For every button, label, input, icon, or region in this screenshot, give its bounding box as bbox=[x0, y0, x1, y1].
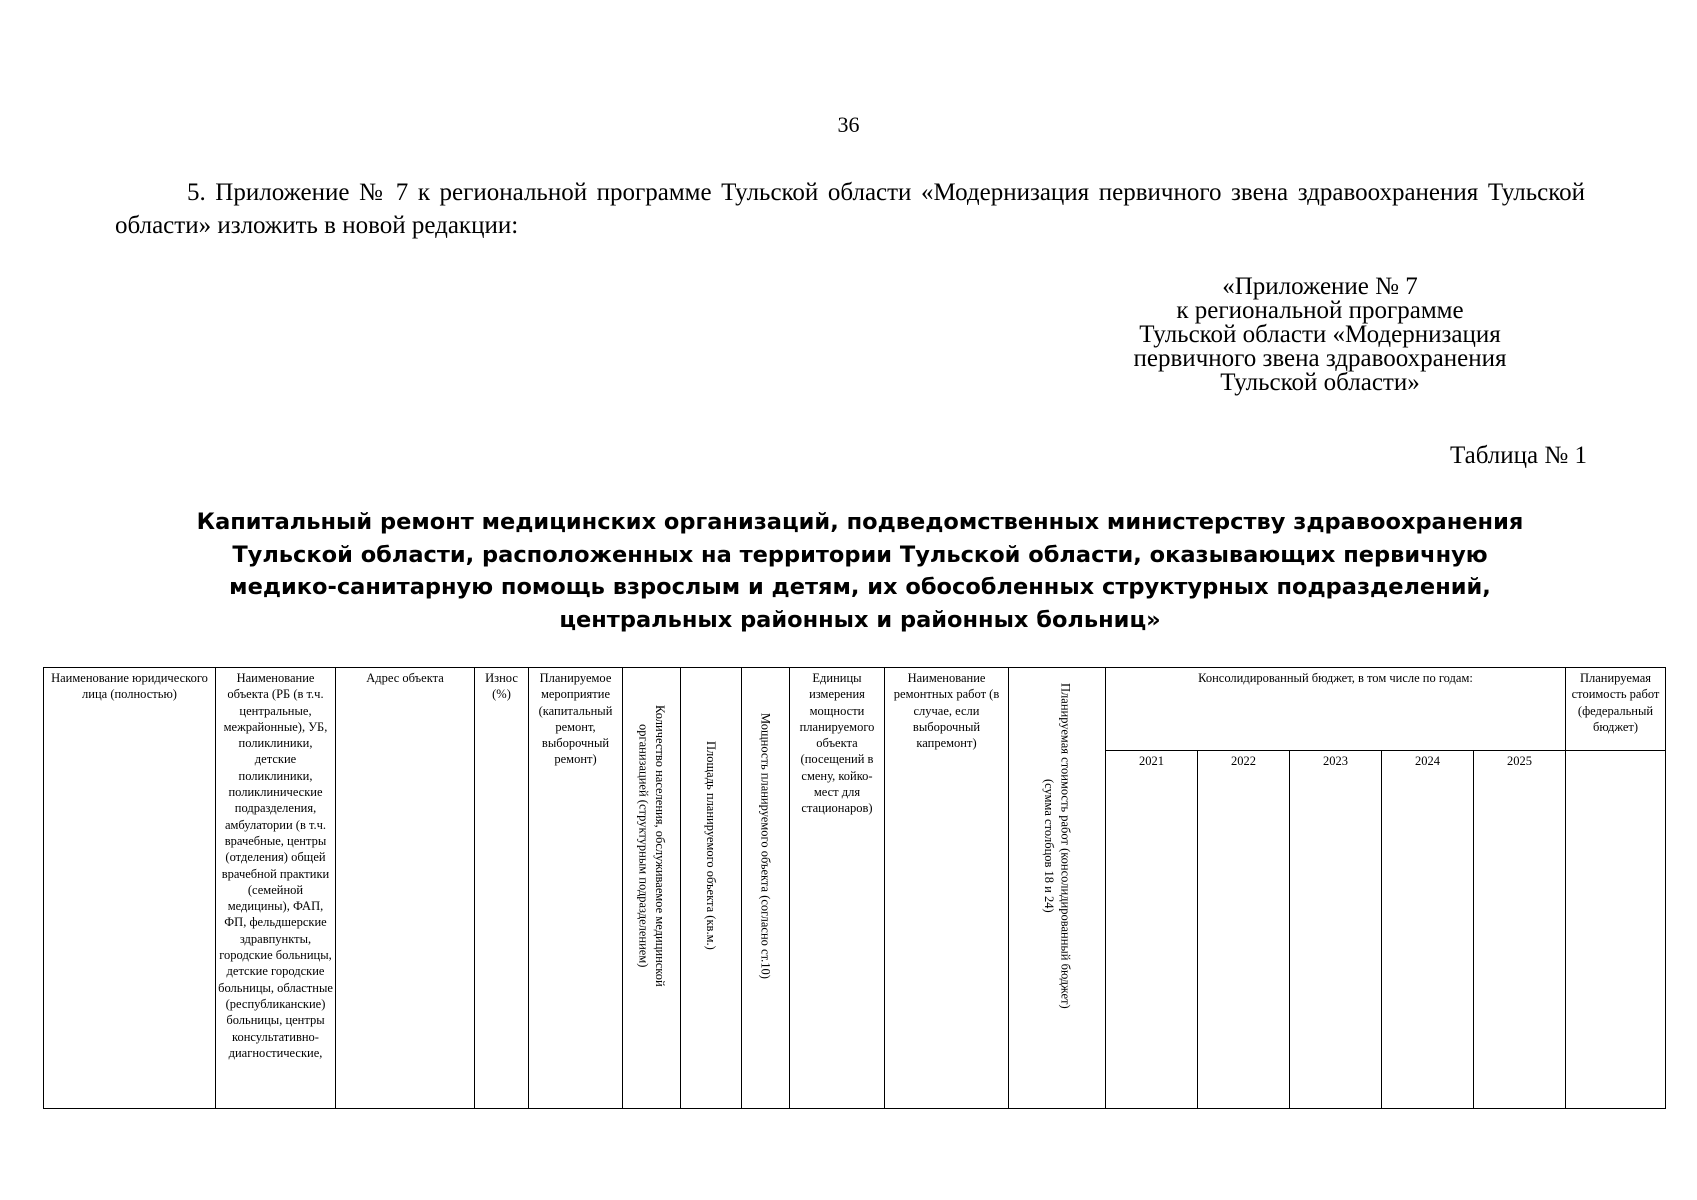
header-capacity-text: Мощность планируемого объекта (согласно ст.10) bbox=[758, 712, 773, 979]
appendix-line: к региональной программе bbox=[1176, 297, 1464, 324]
appendix-header bbox=[1080, 275, 1560, 395]
intro-paragraph: 5. Приложение № 7 к региональной программе Тульской области «Модернизация первичного звена здравоохранения Тульской области» изложить в новой редакции: bbox=[115, 179, 1585, 239]
year-2023: 2023 bbox=[1290, 751, 1382, 1109]
header-wear: Износ (%) bbox=[475, 668, 529, 1109]
header-consolidated-budget: Консолидированный бюджет, в том числе по годам: bbox=[1106, 668, 1566, 751]
header-area-text: Площадь планируемого объекта (кв.м.) bbox=[704, 741, 719, 950]
federal-year-cell bbox=[1566, 751, 1666, 1109]
header-population-text: Количество населения, обслуживаемое медицинской организацией (структурным подразделением) bbox=[636, 704, 667, 987]
header-area bbox=[681, 668, 742, 1109]
header-legal-name: Наименование юридического лица (полностью) bbox=[44, 668, 216, 1109]
capital-repair-table bbox=[43, 667, 1666, 1109]
page-number: 36 bbox=[837, 112, 860, 137]
header-planned-cost-text: Планируемая стоимость работ (консолидированный бюджет) (сумма столбцов 18 и 24) bbox=[1042, 682, 1073, 1009]
header-object-name: Наименование объекта (РБ (в т.ч. центральные, межрайонные), УБ, поликлиники, детские поликлиники, поликлинические подразделения, амбулатории (в т.ч. врачебные, центры (отделения) общей врачебной практики (семейной медицины), ФАП, ФП, фельдшерские здравпункты, городские больницы, детские городские больницы, областные (республиканские) больницы, центры консультативно-диагностические, bbox=[216, 668, 336, 1109]
appendix-line: Тульской области «Модернизация bbox=[1139, 321, 1501, 348]
year-2025: 2025 bbox=[1474, 751, 1566, 1109]
year-2022: 2022 bbox=[1198, 751, 1290, 1109]
title-line: центральных районных и районных больниц» bbox=[559, 606, 1161, 633]
table-number: Таблица № 1 bbox=[1449, 442, 1587, 469]
header-units: Единицы измерения мощности планируемого объекта (посещений в смену, койко-мест для стационаров) bbox=[790, 668, 885, 1109]
appendix-line: «Приложение № 7 bbox=[1222, 273, 1418, 300]
header-address: Адрес объекта bbox=[336, 668, 475, 1109]
header-planned-event: Планируемое мероприятие (капитальный ремонт, выборочный ремонт) bbox=[529, 668, 623, 1109]
title-line: медико-санитарную помощь взрослым и детям, их обособленных структурных подразделений, bbox=[229, 574, 1491, 600]
header-population bbox=[623, 668, 681, 1109]
title-line: Капитальный ремонт медицинских организаций, подведомственных министерству здравоохранения bbox=[196, 509, 1524, 535]
header-federal-cost: Планируемая стоимость работ (федеральный бюджет) bbox=[1566, 668, 1666, 751]
appendix-line: первичного звена здравоохранения bbox=[1133, 345, 1507, 372]
table-title bbox=[180, 506, 1540, 636]
year-2021: 2021 bbox=[1106, 751, 1198, 1109]
year-2024: 2024 bbox=[1382, 751, 1474, 1109]
header-planned-cost bbox=[1009, 668, 1106, 1109]
appendix-line: Тульской области» bbox=[1220, 369, 1420, 396]
header-works: Наименование ремонтных работ (в случае, если выборочный капремонт) bbox=[885, 668, 1009, 1109]
title-line: Тульской области, расположенных на территории Тульской области, оказывающих первичную bbox=[232, 541, 1488, 568]
header-capacity bbox=[742, 668, 790, 1109]
